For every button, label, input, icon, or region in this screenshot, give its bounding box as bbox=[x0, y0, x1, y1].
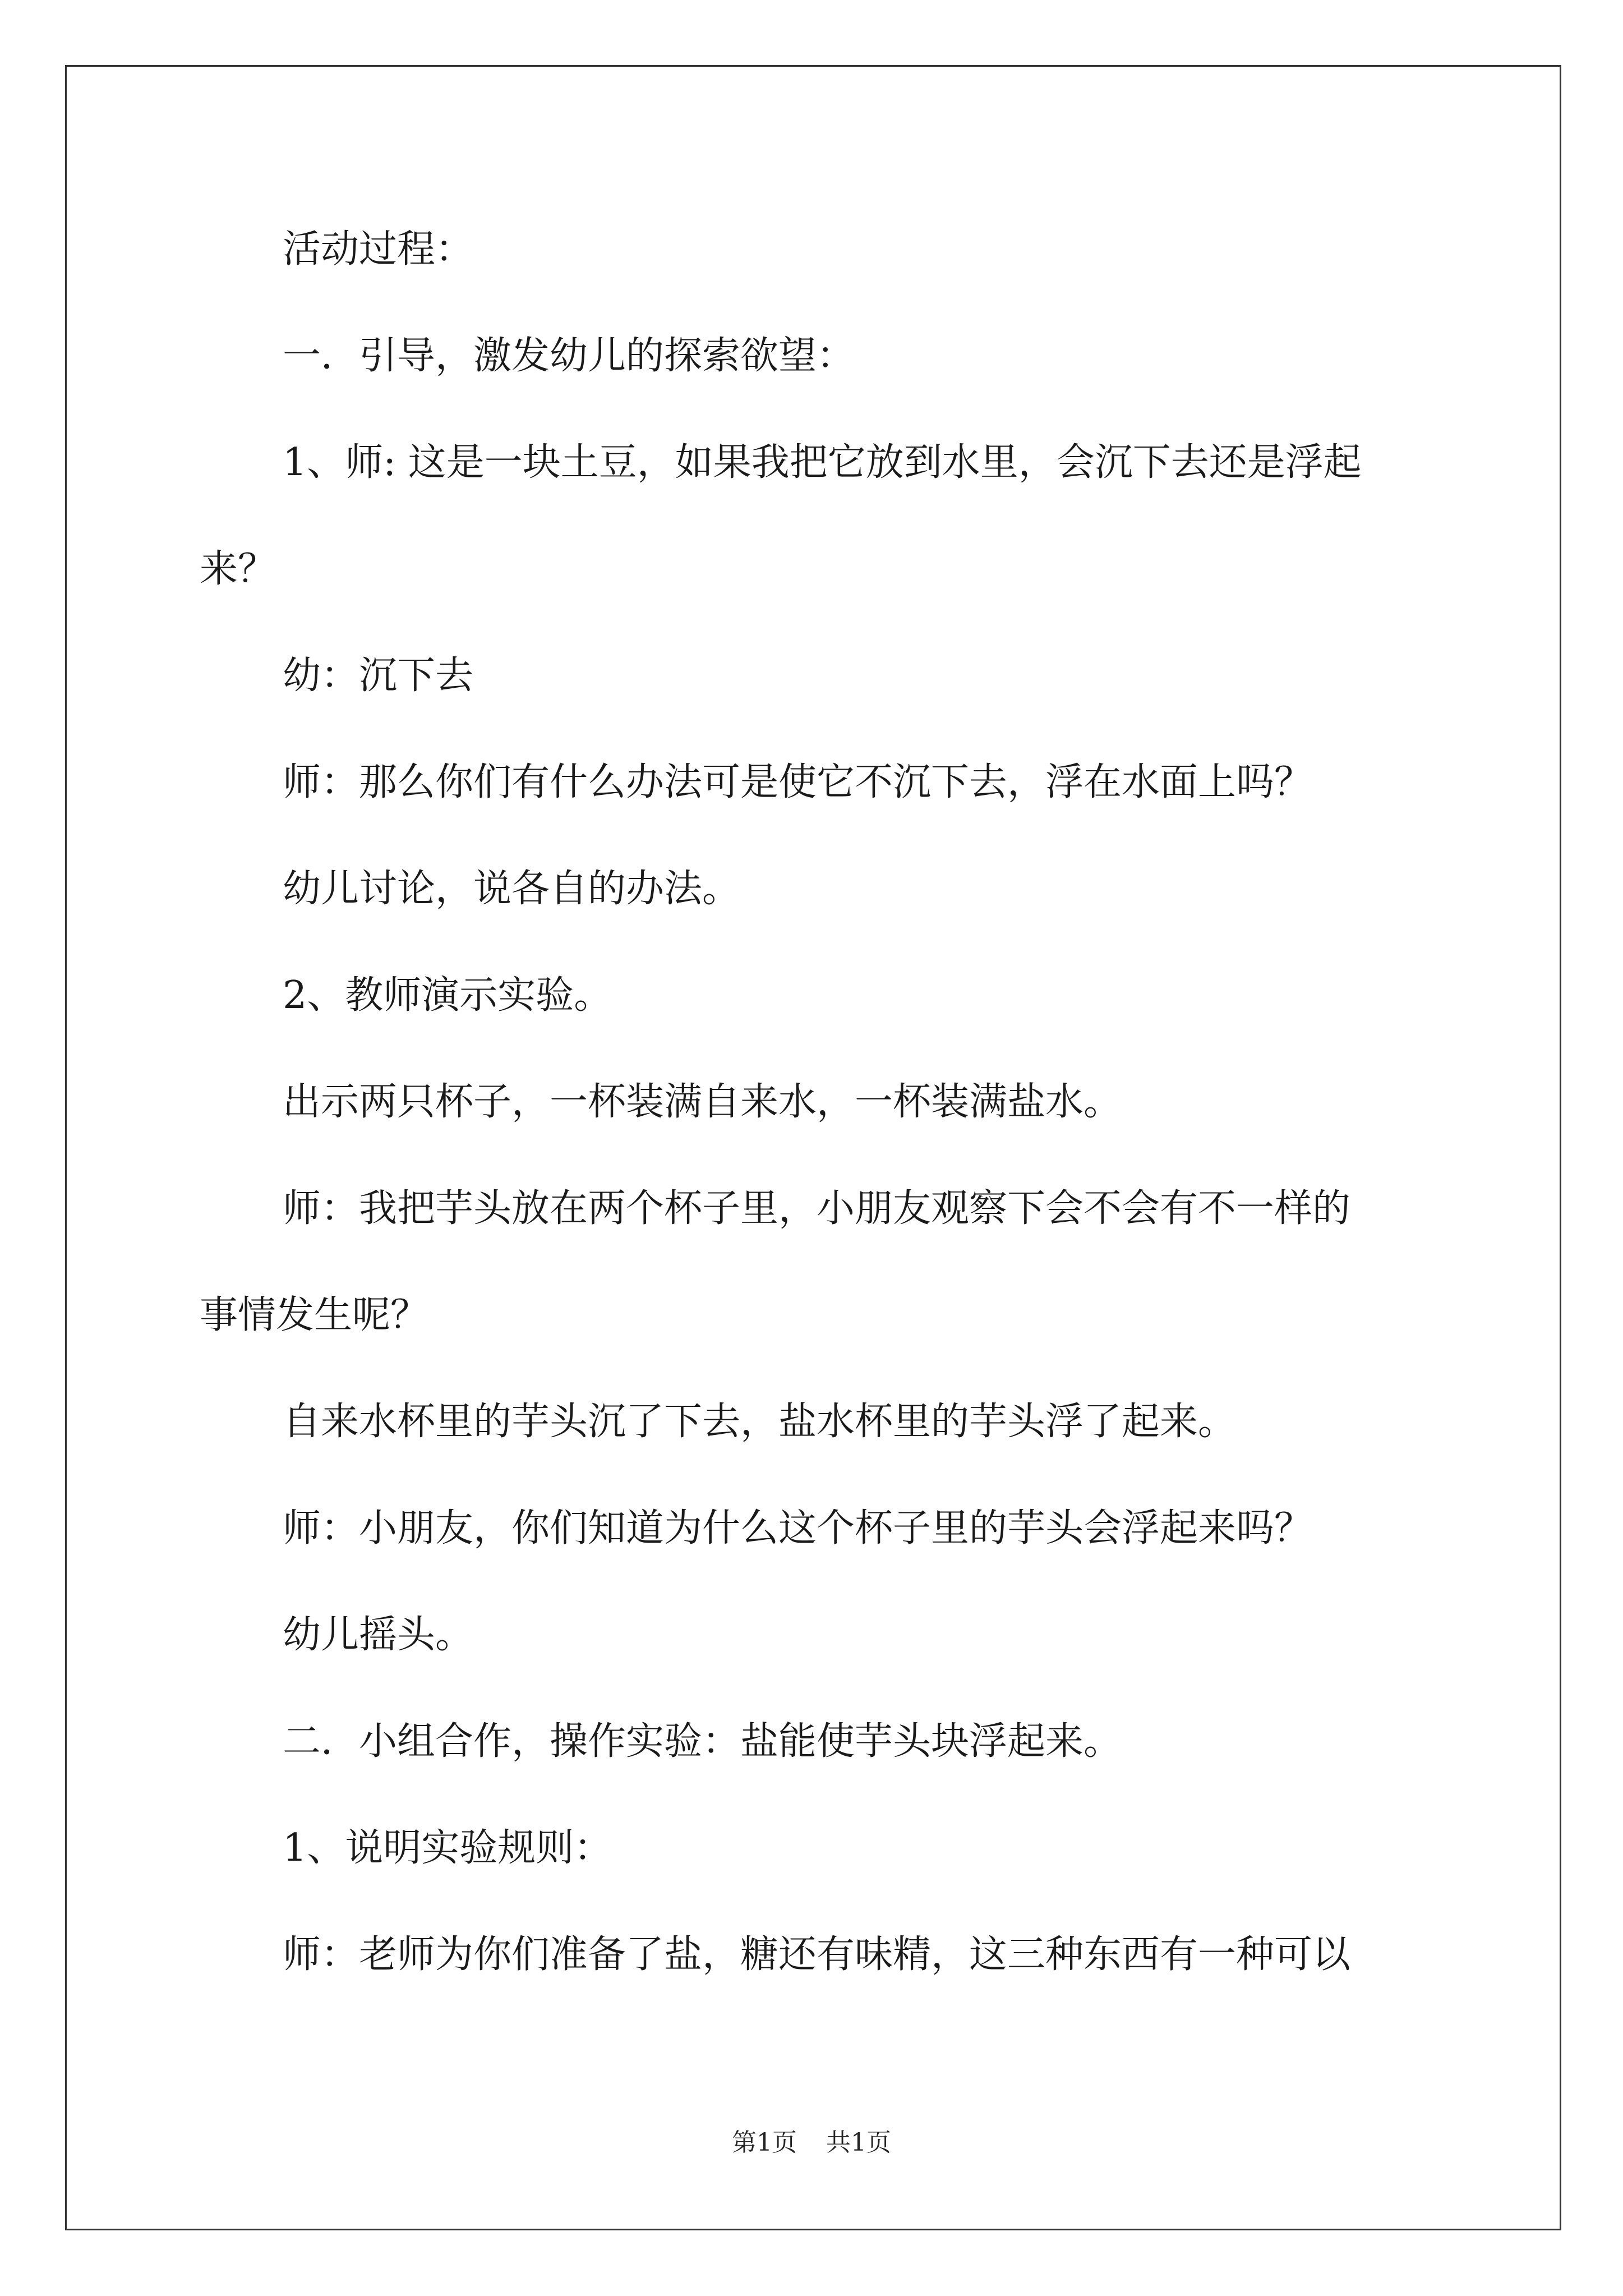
paragraph-3-cont: 来？ bbox=[200, 547, 276, 591]
paragraph-11: 师：小朋友，你们知道为什么这个杯子里的芋头会浮起来吗？ bbox=[283, 1506, 1313, 1550]
paragraph-12: 幼儿摇头。 bbox=[283, 1613, 474, 1657]
page-border bbox=[65, 65, 1561, 2230]
paragraph-5: 师：那么你们有什么办法可是使它不沉下去，浮在水面上吗？ bbox=[283, 760, 1313, 804]
page-number: 第1页 bbox=[732, 2128, 797, 2157]
paragraph-3: 1、师: 这是一块土豆，如果我把它放到水里，会沉下去还是浮起 bbox=[283, 440, 1362, 485]
paragraph-4: 幼：沉下去 bbox=[283, 654, 474, 698]
paragraph-10: 自来水杯里的芋头沉了下去，盐水杯里的芋头浮了起来。 bbox=[283, 1400, 1237, 1444]
paragraph-1: 活动过程： bbox=[283, 227, 474, 272]
paragraph-7: 2、教师演示实验。 bbox=[283, 973, 612, 1018]
paragraph-6: 幼儿讨论，说各自的办法。 bbox=[283, 867, 741, 911]
page-total: 共1页 bbox=[826, 2128, 891, 2157]
paragraph-14: 1、说明实验规则： bbox=[283, 1826, 612, 1870]
paragraph-8: 出示两只杯子，一杯装满自来水，一杯装满盐水。 bbox=[283, 1080, 1122, 1124]
paragraph-13: 二．小组合作，操作实验：盐能使芋头块浮起来。 bbox=[283, 1719, 1122, 1764]
paragraph-9: 师：我把芋头放在两个杯子里，小朋友观察下会不会有不一样的 bbox=[283, 1186, 1351, 1231]
paragraph-2: 一．引导，激发幼儿的探索欲望： bbox=[283, 334, 855, 378]
paragraph-15: 师：老师为你们准备了盐，糖还有味精，这三种东西有一种可以 bbox=[283, 1932, 1351, 1977]
paragraph-9-cont: 事情发生呢？ bbox=[200, 1293, 429, 1337]
page-footer bbox=[0, 2126, 1623, 2160]
